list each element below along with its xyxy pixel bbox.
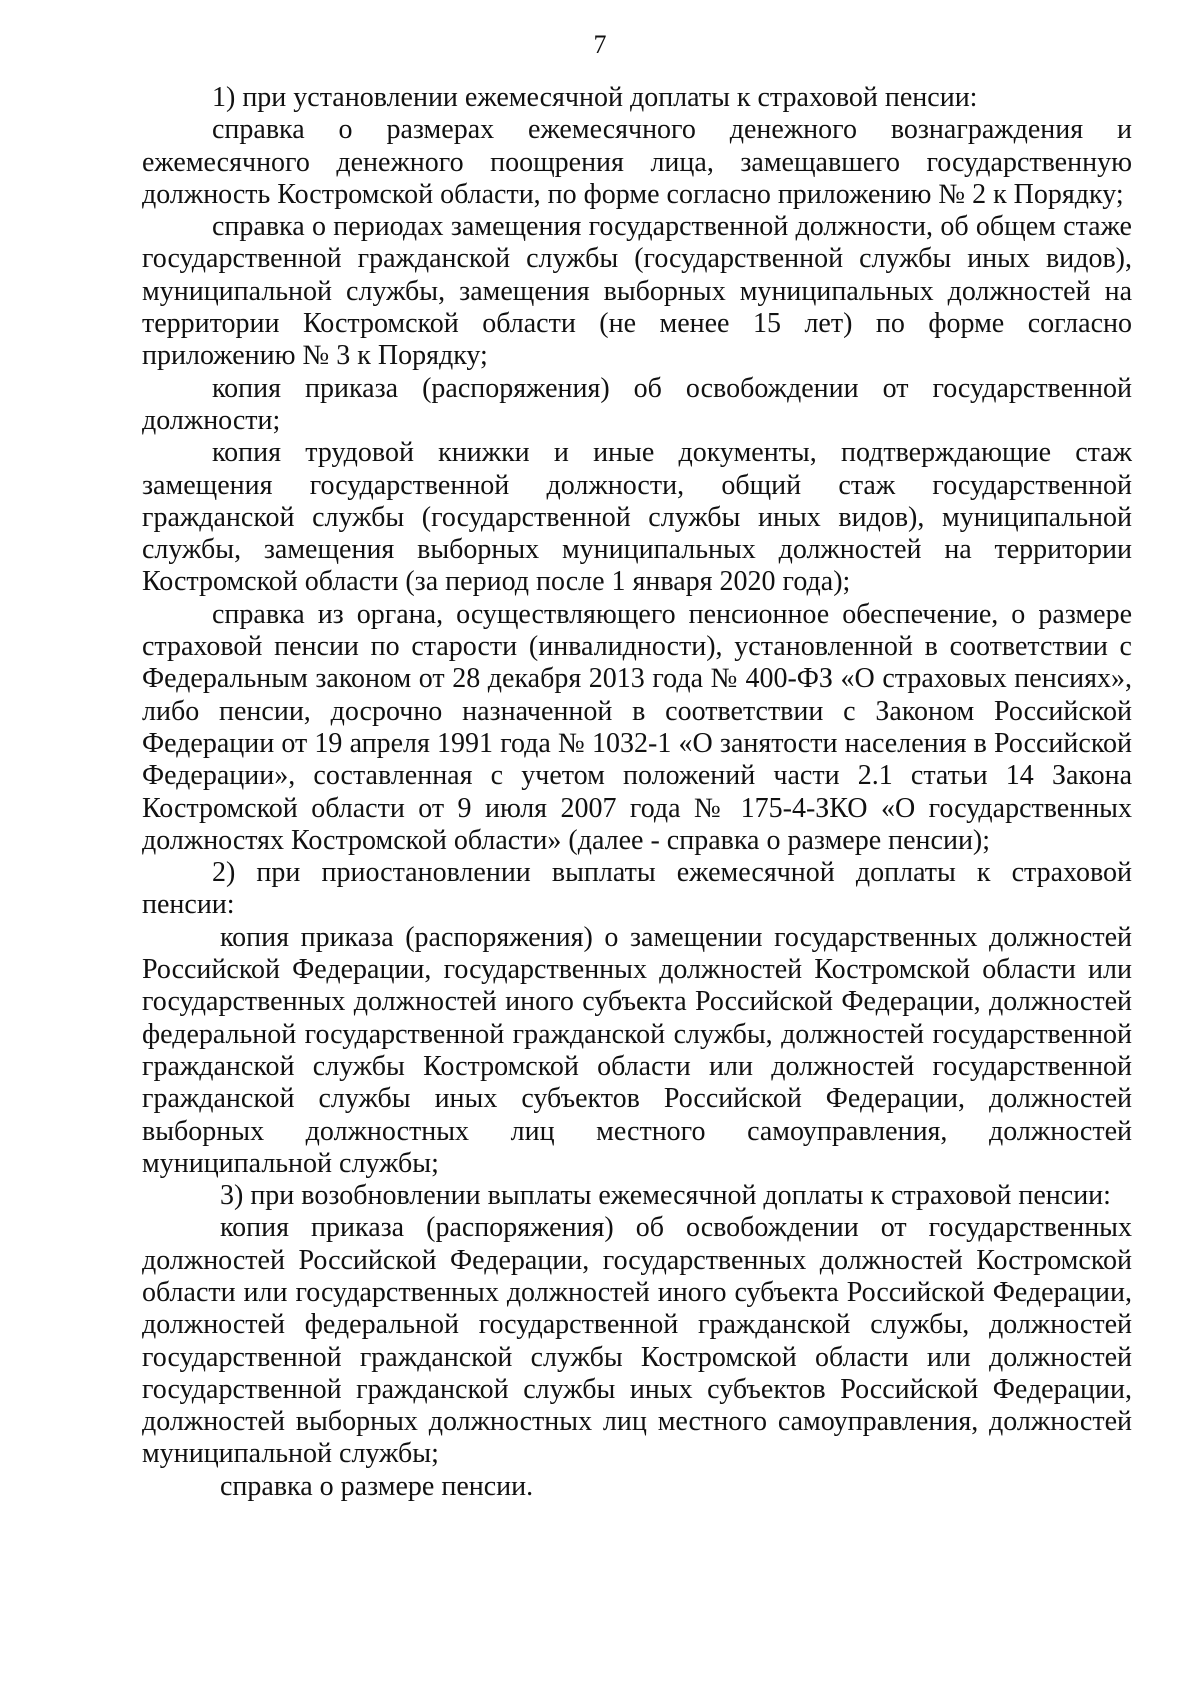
page-number: 7 (593, 30, 607, 59)
item-2-heading: 2) при приостановлении выплаты ежемесячной доплаты к страховой пенсии: (142, 857, 1132, 921)
list-item: справка из органа, осуществляющего пенсионное обеспечение, о размере страховой пенсии по старости (инвалидности), установленной в соответствии с Федеральным законом от 28 декабря 2013 года № 400-ФЗ «О страховых пенсиях», либо пенсии, досрочно назначенной в соответствии с Законом Российской Федерации от 19 апреля 1991 года № 1032-1 «О занятости населения в Российской Федерации», составленная с учетом положений части 2.1 статьи 14 Закона Костромской области от 9 июля 2007 года № 175-4-ЗКО «О государственных должностях Костромской области» (далее - справка о размере пенсии); (142, 598, 1132, 856)
list-item: справка о размерах ежемесячного денежного вознаграждения и ежемесячного денежного поощрения лица, замещавшего государственную должность Костромской области, по форме согласно приложению № 2 к Порядку; (142, 114, 1132, 210)
item-1-heading: 1) при установлении ежемесячной доплаты к страховой пенсии: (212, 82, 978, 113)
list-item: копия приказа (распоряжения) об освобождении от государственной должности; (142, 372, 1132, 436)
list-item: копия приказа (распоряжения) об освобождении от государственных должностей Российской Федерации, государственных должностей Костромской области или государственных должностей иного субъекта Российской Федерации, должностей федеральной государственной гражданской службы, должностей государственной гражданской службы Костромской области или должностей государственной гражданской службы иных субъектов Российской Федерации, должностей выборных должностных лиц местного самоуправления, должностей муниципальной службы; (142, 1212, 1132, 1470)
list-item: справка о периодах замещения государственной должности, об общем стаже государственной гражданской службы (государственной службы иных видов), муниципальной службы, замещения выборных муниципальных должностей на территории Костромской области (не менее 15 лет) по форме согласно приложению № 3 к Порядку; (142, 211, 1132, 372)
list-item: справка о размере пенсии. (220, 1470, 534, 1502)
item-3-heading: 3) при возобновлении выплаты ежемесячной доплаты к страховой пенсии: (220, 1180, 1111, 1212)
document-body (142, 82, 1132, 1503)
list-item: копия приказа (распоряжения) о замещении государственных должностей Российской Федерации, государственных должностей Костромской области или государственных должностей иного субъекта Российской Федерации, должностей федеральной государственной гражданской службы, должностей государственной гражданской службы Костромской области или должностей государственной гражданской службы иных субъектов Российской Федерации, должностей выборных должностных лиц местного самоуправления, должностей муниципальной службы; (142, 921, 1132, 1179)
list-item: копия трудовой книжки и иные документы, подтверждающие стаж замещения государственной должности, общий стаж государственной гражданской службы (государственной службы иных видов), муниципальной службы, замещения выборных муниципальных должностей на территории Костромской области (за период после 1 января 2020 года); (142, 437, 1132, 598)
